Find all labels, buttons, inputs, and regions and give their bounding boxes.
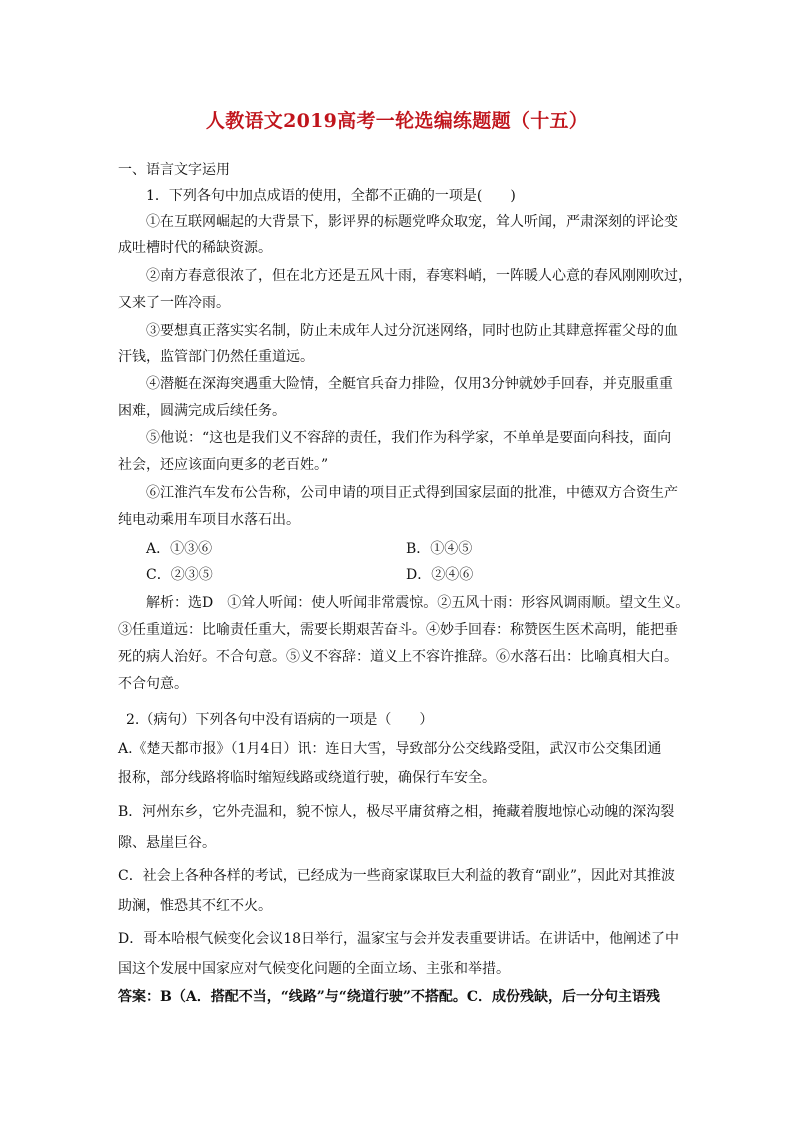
question-2-stem: 2.（病句）下列各句中没有语病的一项是（ ） bbox=[126, 712, 434, 728]
q1-option-a: A．①③⑥ bbox=[146, 541, 213, 557]
q1-sentence-4-line-1: ④潜艇在深海突遇重大险情，全艇官兵奋力排险，仅用3分钟就妙手回春，并克服重重 bbox=[146, 376, 673, 392]
q1-analysis-line-2: ③任重道远：比喻责任重大，需要长期艰苦奋斗。④妙手回春：称赞医生医术高明，能把垂 bbox=[118, 622, 678, 638]
q2-option-c-line-1: C．社会上各种各样的考试，已经成为一些商家谋取巨大利益的教育“副业”，因此对其推波 bbox=[118, 868, 676, 884]
question-1-stem: 1．下列各句中加点成语的使用，全都不正确的一项是( ) bbox=[146, 188, 516, 204]
q1-sentence-6-line-1: ⑥江淮汽车发布公告称，公司申请的项目正式得到国家层面的批准，中德双方合资生产 bbox=[146, 485, 678, 501]
q1-sentence-5-line-2: 社会，还应该面向更多的老百姓。” bbox=[118, 457, 329, 473]
q1-sentence-5-line-1: ⑤他说：“这也是我们义不容辞的责任，我们作为科学家，不单单是要面向科技，面向 bbox=[146, 430, 672, 446]
q1-sentence-3-line-2: 汗钱，监管部门仍然任重道远。 bbox=[118, 349, 314, 365]
q2-option-d-line-1: D．哥本哈根气候变化会议18日举行，温家宝与会并发表重要讲话。在讲话中，他阐述了中 bbox=[118, 931, 680, 947]
q2-option-a-line-1: A.《楚天都市报》（1月4日）讯：连日大雪，导致部分公交线路受阻，武汉市公交集团通 bbox=[118, 741, 662, 757]
document-title: 人教语文2019高考一轮选编练题题（十五） bbox=[205, 110, 589, 132]
q1-sentence-6-line-2: 纯电动乘用车项目水落石出。 bbox=[118, 512, 300, 528]
q2-option-c-line-2: 助澜，惟恐其不红不火。 bbox=[118, 898, 272, 914]
q1-option-b: B．①④⑤ bbox=[406, 541, 473, 557]
q1-analysis-line-1: 解析：选D ①耸人听闻：使人听闻非常震惊。②五风十雨：形容风调雨顺。望文生义。 bbox=[146, 595, 690, 611]
q1-sentence-4-line-2: 困难，圆满完成后续任务。 bbox=[118, 403, 286, 419]
q1-sentence-1-line-1: ①在互联网崛起的大背景下，影评界的标题党哗众取宠，耸人听闻，严肃深刻的评论变 bbox=[146, 214, 678, 230]
q1-sentence-2-line-2: 又来了一阵冷雨。 bbox=[118, 295, 230, 311]
q1-option-c: C．②③⑤ bbox=[146, 567, 213, 583]
q2-option-b-line-2: 隙、悬崖巨谷。 bbox=[118, 835, 216, 851]
q2-option-d-line-2: 国这个发展中国家应对气候变化问题的全面立场、主张和举措。 bbox=[118, 961, 510, 977]
q1-sentence-2-line-1: ②南方春意很浓了，但在北方还是五风十雨，春寒料峭，一阵暖人心意的春风刚刚吹过， bbox=[146, 268, 692, 284]
q1-analysis-line-4: 不合句意。 bbox=[118, 676, 188, 692]
q1-option-d: D．②④⑥ bbox=[406, 567, 474, 583]
section-heading: 一、语言文字运用 bbox=[118, 162, 230, 178]
q2-option-a-line-2: 报称，部分线路将临时缩短线路或绕道行驶，确保行车安全。 bbox=[118, 770, 496, 786]
q1-sentence-1-line-2: 成吐槽时代的稀缺资源。 bbox=[118, 240, 272, 256]
q1-analysis-line-3: 死的病人治好。不合句意。⑤义不容辞：道义上不容许推辞。⑥水落石出：比喻真相大白。 bbox=[118, 649, 678, 665]
q2-answer-line-1: 答案：B（A．搭配不当，“线路”与“绕道行驶”不搭配。C．成份残缺，后一分句主语残 bbox=[118, 989, 661, 1005]
q1-sentence-3-line-1: ③要想真正落实实名制，防止未成年人过分沉迷网络，同时也防止其肆意挥霍父母的血 bbox=[146, 323, 678, 339]
q2-option-b-line-1: B．河州东乡，它外壳温和，貌不惊人，极尽平庸贫瘠之相，掩藏着腹地惊心动魄的深沟裂 bbox=[118, 804, 675, 820]
